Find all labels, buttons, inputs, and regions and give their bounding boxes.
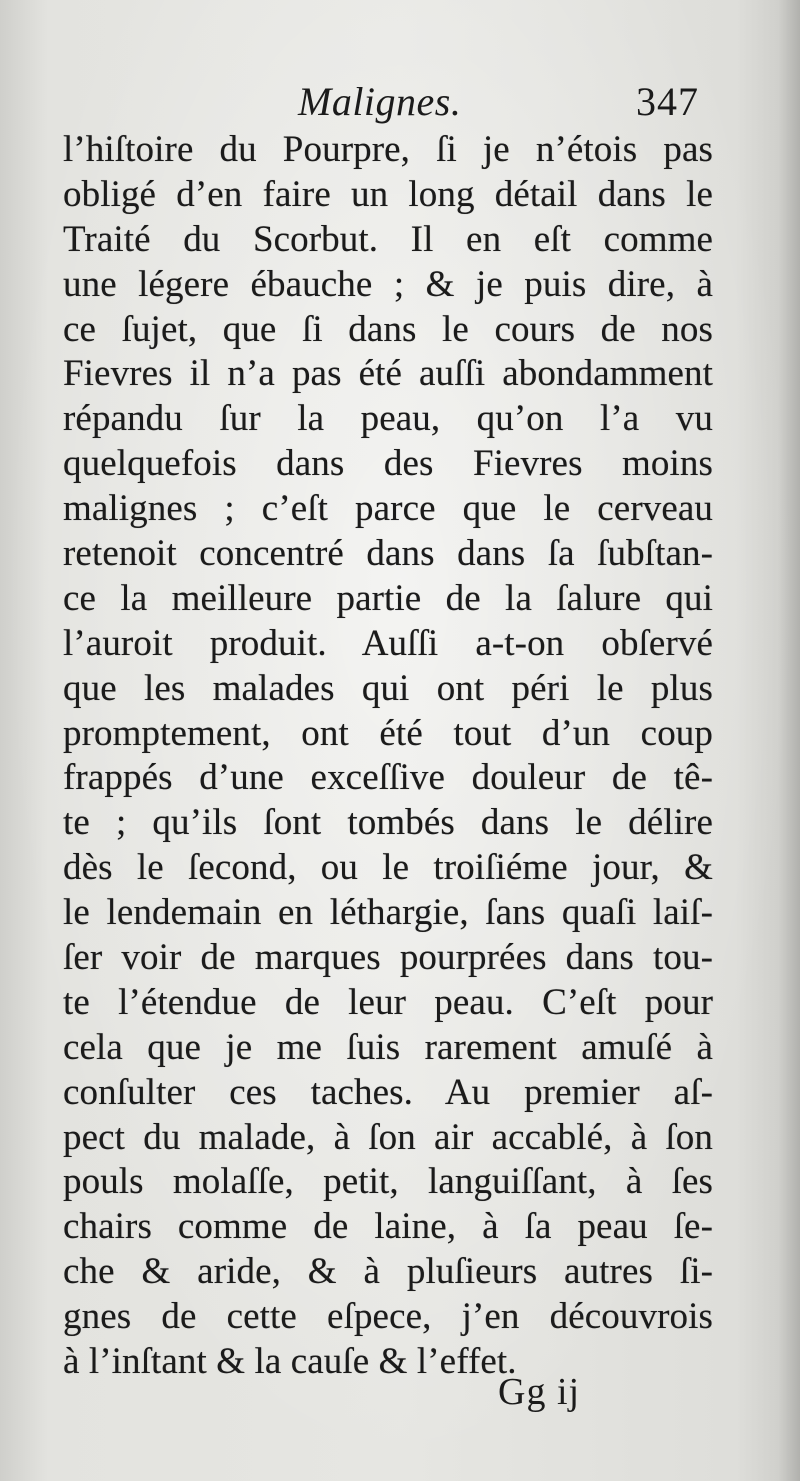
- text-line: ce la meilleure partie de la ſalure qui: [63, 577, 713, 619]
- text-line: quelquefois dans des Fievres moins: [63, 443, 713, 485]
- text-line: gnes de cette eſpece, j’en découvrois: [63, 1296, 713, 1338]
- text-line: répandu ſur la peau, qu’on l’a vu: [63, 398, 713, 440]
- body-text: [63, 128, 713, 1385]
- text-line: chairs comme de laine, à ſa peau ſe-: [63, 1206, 713, 1248]
- text-line: ce ſujet, que ſi dans le cours de nos: [63, 308, 713, 350]
- text-line: l’hiſtoire du Pourpre, ſi je n’étois pas: [63, 129, 713, 170]
- text-line: que les malades qui ont péri le plus: [63, 667, 713, 709]
- text-line: Traité du Scorbut. Il en eſt comme: [63, 218, 713, 260]
- page-edge-shadow: [778, 0, 800, 1481]
- text-line: Fievres il n’a pas été auſſi abondamment: [63, 353, 713, 395]
- text-line: te l’étendue de leur peau. C’eſt pour: [63, 981, 713, 1023]
- text-line: pouls molaſſe, petit, languiſſant, à ſes: [63, 1161, 713, 1203]
- text-line: ſer voir de marques pourprées dans tou-: [63, 937, 713, 979]
- text-line: malignes ; c’eſt parce que le cerveau: [63, 488, 713, 530]
- text-line: retenoit concentré dans dans ſa ſubſtan-: [63, 533, 713, 575]
- text-line: le lendemain en léthargie, ſans quaſi laiſ-: [63, 892, 713, 934]
- running-title: Malignes.: [298, 79, 462, 124]
- text-line: l’auroit produit. Auſſi a-t-on obſervé: [63, 622, 713, 664]
- text-line: che & aride, & à pluſieurs autres ſi-: [63, 1251, 713, 1293]
- text-line: pect du malade, à ſon air accablé, à ſon: [63, 1116, 713, 1158]
- page-number: 347: [636, 79, 699, 124]
- text-line: te ; qu’ils ſont tombés dans le délire: [63, 802, 713, 844]
- signature-mark: Gg ij: [498, 1371, 581, 1413]
- text-line: dès le ſecond, ou le troiſiéme jour, &: [63, 847, 713, 889]
- text-line: cela que je me ſuis rarement amuſé à: [63, 1026, 713, 1068]
- text-line-last: à l’inſtant & la cauſe & l’effet.: [63, 1341, 517, 1383]
- text-line: conſulter ces taches. Au premier aſ-: [63, 1071, 713, 1113]
- text-line: frappés d’une exceſſive douleur de tê-: [63, 757, 713, 799]
- text-line: obligé d’en faire un long détail dans le: [63, 173, 713, 215]
- text-line: promptement, ont été tout d’un coup: [63, 712, 713, 754]
- text-line: une légere ébauche ; & je puis dire, à: [63, 263, 713, 305]
- running-head: [0, 80, 800, 130]
